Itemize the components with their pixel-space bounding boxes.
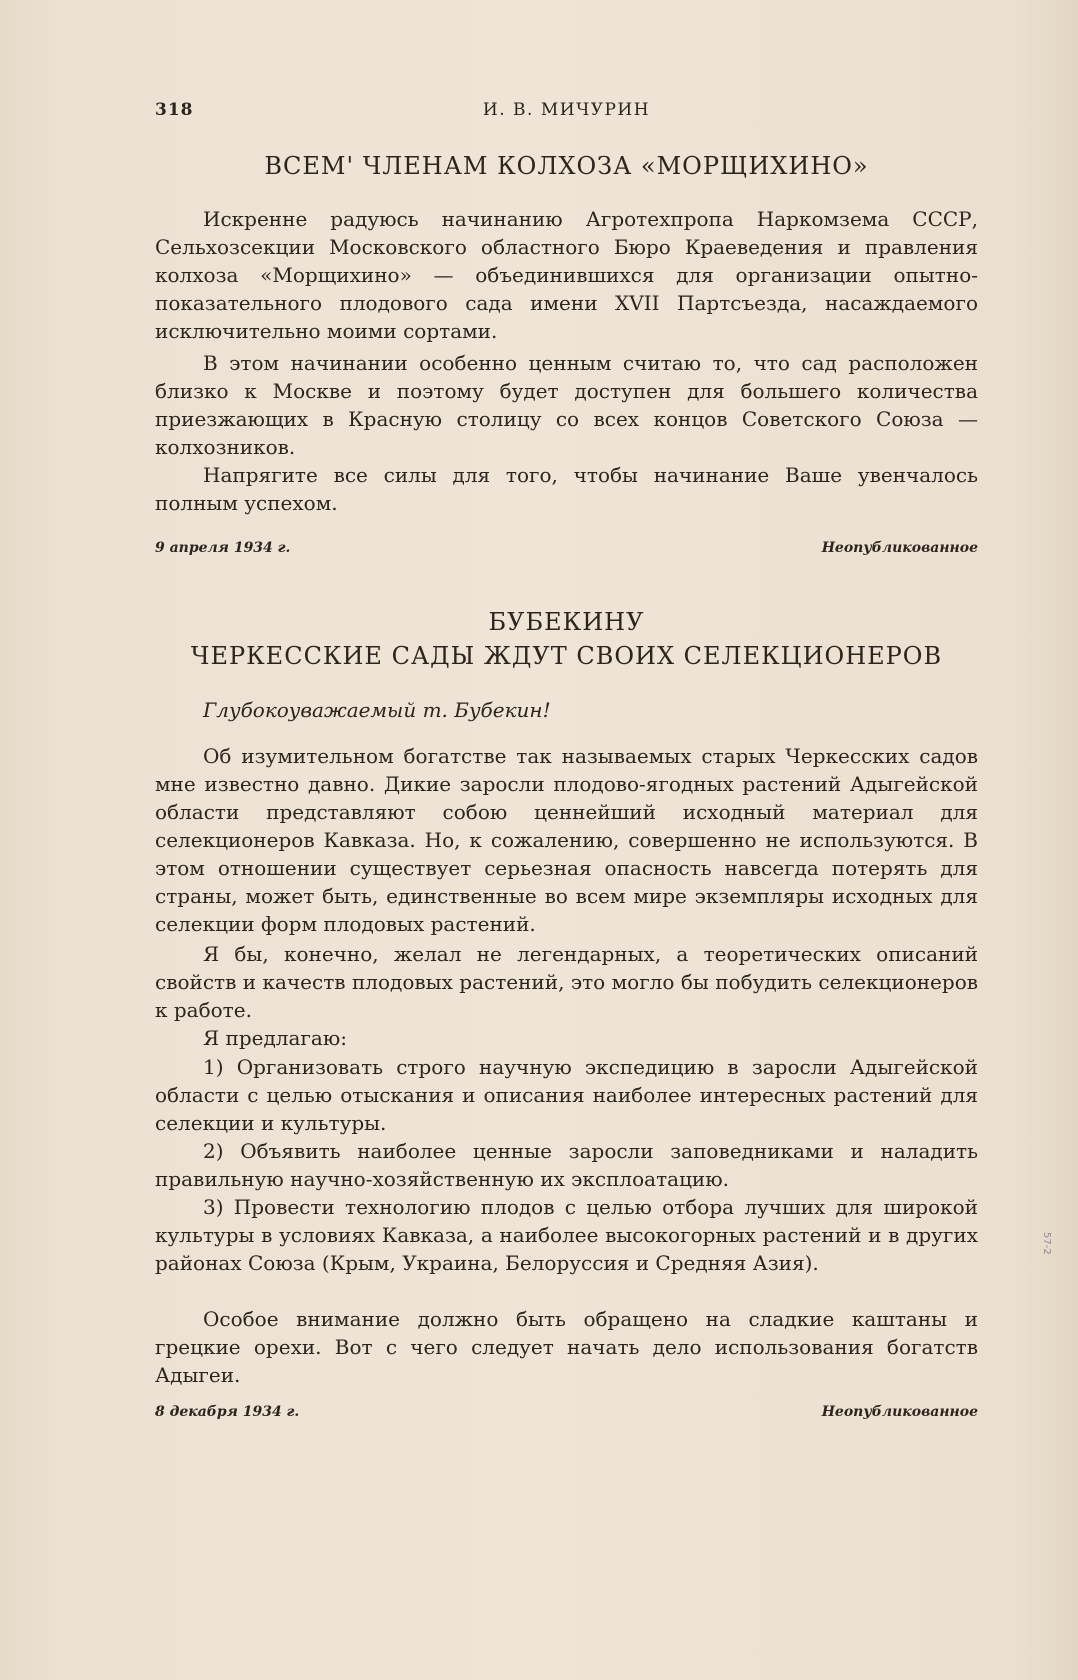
letter1-paragraph-3: Напрягите все силы для того, чтобы начинание Ваше увенчалось полным успехом. [155,463,978,515]
letter1-date: 9 апреля 1934 г. [155,540,291,556]
letter1-dateline [155,540,978,562]
page-header [155,100,978,124]
letter1-paragraph-1: Искренне радуюсь начинанию Агротехпропа Наркомзема СССР, Сельхозсекции Московского областного Бюро Краеведения и правления колхоза «Морщихино» — объединившихся для организации опытно-показательного плодового сада имени XVII Партсъезда, насаждаемого исключительно моими сортами. [155,207,978,343]
letter2-title-line2: ЧЕРКЕССКИЕ САДЫ ЖДУТ СВОИХ СЕЛЕКЦИОНЕРОВ [190,642,943,670]
letter2-paragraph-1: Об изумительном богатстве так называемых старых Черкесских садов мне известно давно. Дикие заросли плодово-ягодных растений Адыгейской области представляют собою ценнейший исходный материал для селекционеров Кавказа. Но, к сожалению, совершенно не используются. В этом отношении существует серьезная опасность навсегда потерять для страны, может быть, единственные во всем мире экземпляры исходных для селекции форм плодовых растений. [155,744,978,936]
letter2-paragraph-3: Я предлагаю: [203,1026,347,1050]
letter2-paragraph-4: 1) Организовать строго научную экспедицию в заросли Адыгейской области с целью отыскания и описания наиболее интересных растений для селекции и культуры. [155,1055,978,1135]
letter2-date: 8 декабря 1934 г. [155,1404,300,1420]
running-title: И. В. МИЧУРИН [482,100,651,120]
margin-note: 57-2 [1041,1232,1052,1255]
letter2-paragraph-2: Я бы, конечно, желал не легендарных, а теоретических описаний свойств и качеств плодовых растений, это могло бы побудить селекционеров к работе. [155,942,978,1022]
letter2-title-line1: БУБЕКИНУ [488,608,645,636]
letter1-status: Неопубликованное [821,540,978,556]
page-number: 318 [155,100,194,120]
letter2-salutation: Глубокоуважаемый т. Бубекин! [203,698,551,722]
letter2-paragraph-6: 3) Провести технологию плодов с целью отбора лучших для широкой культуры в условиях Кавказа, а наиболее высокогорных растений и в других районах Союза (Крым, Украина, Белоруссия и Средняя Азия). [155,1195,978,1275]
letter2-dateline [155,1404,978,1426]
letter1-title: ВСЕМ' ЧЛЕНАМ КОЛХОЗА «МОРЩИХИНО» [264,152,869,180]
letter2-status: Неопубликованное [821,1404,978,1420]
letter2-paragraph-7: Особое внимание должно быть обращено на сладкие каштаны и грецкие орехи. Вот с чего следует начать дело использования богатств Адыгеи. [155,1307,978,1387]
letter2-paragraph-5: 2) Объявить наиболее ценные заросли заповедниками и наладить правильную научно-хозяйственную их эксплоатацию. [155,1139,978,1191]
letter1-paragraph-2: В этом начинании особенно ценным считаю то, что сад расположен близко к Москве и поэтому будет доступен для большего количества приезжающих в Красную столицу со всех концов Советского Союза — колхозников. [155,351,978,459]
